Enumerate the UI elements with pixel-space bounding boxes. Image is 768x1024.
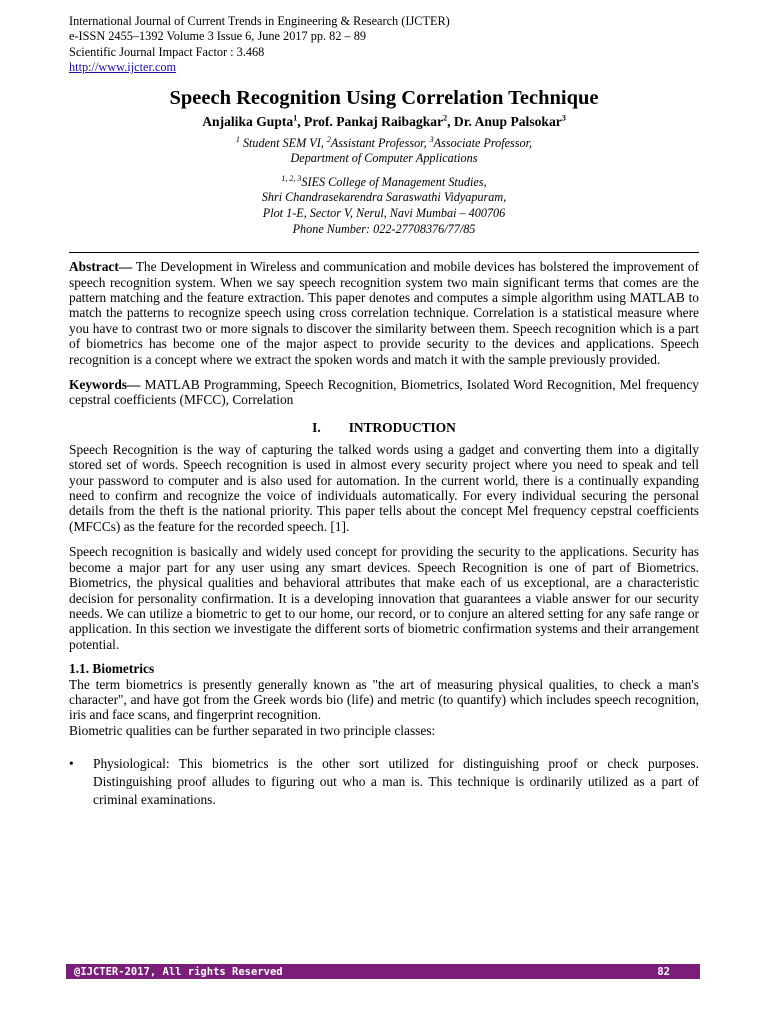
section-heading (69, 420, 699, 436)
role-text: Assistant Professor, (330, 135, 430, 150)
subsection-heading: 1.1. Biometrics (69, 661, 155, 677)
author-sup: 3 (561, 113, 566, 123)
affiliation-roles (69, 136, 699, 167)
biometrics-paragraph: The term biometrics is presently generally known as "the art of measuring physical qualities, to check a man's character", and have got from the Greek words bio (life) and metric (to quantify) which includes speech recognition, iris and face scans, and fingerprint recognition. (69, 676, 699, 723)
journal-url-link[interactable]: http://www.ijcter.com (69, 60, 177, 75)
footer-copyright: @IJCTER-2017, All rights Reserved (74, 965, 283, 978)
college-name: SIES College of Management Studies, (301, 174, 487, 189)
keywords-text: MATLAB Programming, Speech Recognition, Biometrics, Isolated Word Recognition, Mel frequency cepstral coefficients (MFCC), Correlation (69, 377, 699, 408)
page-number: 82 (657, 965, 670, 978)
journal-name: International Journal of Current Trends in Engineering & Research (IJCTER) (69, 14, 450, 28)
abstract (69, 259, 699, 367)
keywords-label: Keywords— (69, 377, 141, 393)
address-line: Plot 1-E, Sector V, Nerul, Navi Mumbai – 400706 (262, 206, 506, 220)
journal-header (69, 14, 699, 76)
author-sup: 2 (443, 113, 448, 123)
college-sup: 1, 2, 3 (281, 173, 302, 183)
keywords (69, 377, 699, 408)
intro-paragraph: Speech recognition is basically and widely used concept for providing the security to the applications. Security has become a major part for any user using any smart devices. Speech Recognition is one of part of Biometrics. Biometrics, the physical qualities and behavioral attributes that make each of us exceptional, are a characteristic decision for personality confirmation. It is a developing innovation that guarantees a viable answer for our security needs. We can utilize a biometric to get to our home, our record, or to conjure an altered setting for any safe range or application. In this section we investigate the different sorts of biometric confirmation systems and their arrangement potential. (69, 544, 699, 652)
author-name: Prof. Pankaj Raibagkar (304, 113, 444, 129)
department: Department of Computer Applications (290, 151, 478, 166)
impact-factor: Scientific Journal Impact Factor : 3.468 (69, 44, 265, 59)
author-sup: 1 (293, 113, 298, 123)
author-name: Anjalika Gupta (202, 113, 294, 129)
bullet-text: Physiological: This biometrics is the other sort utilized for distinguishing proof or check purposes. Distinguishing proof alludes to figuring out who a man is. This technique is ordinarily utilized as a part of criminal examinations. (93, 756, 699, 808)
paper-page (69, 14, 699, 809)
author-separator: , (447, 113, 454, 129)
page-footer (66, 964, 700, 979)
paper-title: Speech Recognition Using Correlation Technique (169, 86, 599, 109)
role-sup: 2 (326, 134, 331, 144)
role-text: Associate Professor, (433, 135, 533, 150)
abstract-text: The Development in Wireless and communication and mobile devices has bolstered the improvement of speech recognition system. When we say speech recognition system two main significant terms that comes are the pattern matching and the feature extraction. This paper denotes and computes a simple algorithm using MATLAB to match the patterns to recognize speech using cross correlation technique. Correlation is a statistical measure where you have to contrast two or more signals to discover the similarity between them. Speech recognition which is a part of biometrics has become one of the major aspect to provide security to the devices and applications. Speech recognition is a concept where we extract the spoken words and match it with the sample previously provided. (69, 259, 699, 367)
section-number: I. (312, 419, 321, 435)
author-list (69, 113, 699, 131)
section-title: INTRODUCTION (348, 419, 456, 435)
intro-paragraph: Speech Recognition is the way of capturing the talked words using a gadget and converting them into a digitally stored set of words. Speech recognition is used in almost every security project where you need to speak and tell your password to computer and is also used for automation. In the current world, there is a continually expanding need to confirm and recognize the voice of individuals automatically. For every individual securing the personal details from the theft is the national priority. This paper tells about the concept Mel frequency cepstral coefficients (MFCCs) as the feature for the recorded speech. [1]. (69, 441, 699, 534)
author-separator: , (297, 113, 305, 129)
bullet-item (69, 755, 699, 809)
affiliation-address (69, 175, 699, 237)
abstract-label: Abstract— (69, 259, 133, 275)
header-divider (69, 252, 699, 253)
address-line: Shri Chandrasekarendra Saraswathi Vidyapuram, (261, 190, 507, 205)
role-sup: 1 (235, 134, 240, 144)
phone-number: Phone Number: 022-27708376/77/85 (292, 221, 476, 236)
journal-issn: e-ISSN 2455–1392 Volume 3 Issue 6, June 2017 pp. 82 – 89 (69, 29, 367, 44)
author-name: Dr. Anup Palsokar (453, 113, 562, 129)
role-text: Student SEM VI, (239, 135, 327, 150)
role-sup: 3 (429, 134, 434, 144)
bullet-icon: • (69, 756, 74, 772)
biometrics-classes-intro: Biometric qualities can be further separated in two principle classes: (69, 722, 436, 738)
